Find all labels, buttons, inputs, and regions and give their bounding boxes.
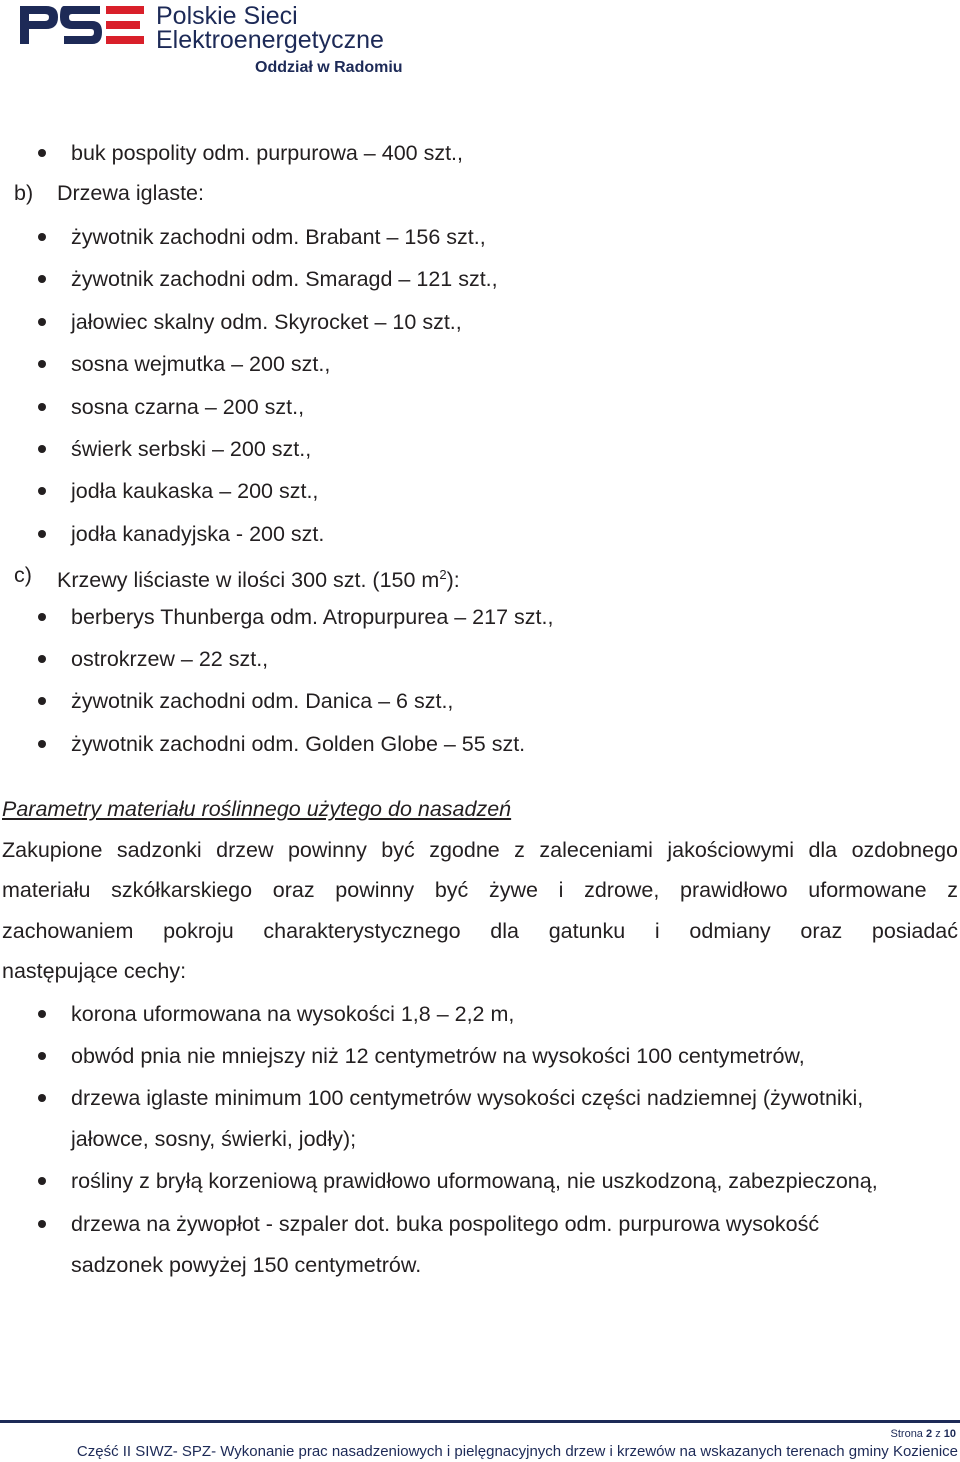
company-name-line1: Polskie Sieci <box>156 2 298 30</box>
list-item: sosna czarna – 200 szt., <box>71 395 305 419</box>
superscript: 2 <box>439 567 447 582</box>
section-c-title-text: Krzewy liściaste w ilości 300 szt. (150 m <box>57 568 440 593</box>
list-item: żywotnik zachodni odm. Danica – 6 szt., <box>71 689 454 713</box>
list-item: świerk serbski – 200 szt., <box>71 437 312 461</box>
bullet-icon <box>38 318 46 326</box>
list-item: żywotnik zachodni odm. Smaragd – 121 szt., <box>71 267 498 291</box>
bullet-icon <box>38 1094 46 1102</box>
bullet-icon <box>38 1220 46 1228</box>
page-current: 2 <box>926 1428 933 1440</box>
paragraph-line: następujące cechy: <box>2 959 187 983</box>
paragraph-line: materiału szkółkarskiego oraz powinny być żywe i zdrowe, prawidłowo uformowane z <box>2 878 958 902</box>
bullet-icon <box>38 403 46 411</box>
bullet-icon <box>38 1010 46 1018</box>
list-item: buk pospolity odm. purpurowa – 400 szt., <box>71 141 463 165</box>
bullet-icon <box>38 275 46 283</box>
bullet-icon <box>38 697 46 705</box>
bullet-icon <box>38 1177 46 1185</box>
list-item: drzewa iglaste minimum 100 centymetrów wysokości części nadziemnej (żywotniki, <box>71 1086 864 1110</box>
bullet-icon <box>38 740 46 748</box>
list-item: korona uformowana na wysokości 1,8 – 2,2 m, <box>71 1002 515 1026</box>
list-item: żywotnik zachodni odm. Brabant – 156 szt., <box>71 225 486 249</box>
list-item: jodła kanadyjska - 200 szt. <box>71 522 325 546</box>
bullet-icon <box>38 149 46 157</box>
list-item: żywotnik zachodni odm. Golden Globe – 55 szt. <box>71 732 526 756</box>
bullet-icon <box>38 530 46 538</box>
list-item-continuation: jałowce, sosny, świerki, jodły); <box>71 1127 357 1151</box>
paragraph-line: zachowaniem pokroju charakterystycznego dla gatunku i odmiany oraz posiadać <box>2 919 958 943</box>
company-name-line2: Elektroenergetyczne <box>156 26 384 54</box>
list-item: ostrokrzew – 22 szt., <box>71 647 269 671</box>
page-prefix: Strona <box>890 1428 923 1440</box>
bullet-icon <box>38 360 46 368</box>
section-c-title <box>57 562 460 593</box>
list-item: berberys Thunberga odm. Atropurpurea – 217 szt., <box>71 605 554 629</box>
bullet-icon <box>38 233 46 241</box>
company-name <box>156 4 384 52</box>
section-heading: Parametry materiału roślinnego użytego do nasadzeń <box>2 797 512 821</box>
list-item: obwód pnia nie mniejszy niż 12 centymetrów na wysokości 100 centymetrów, <box>71 1044 805 1068</box>
paragraph-line: Zakupione sadzonki drzew powinny być zgodne z zaleceniami jakościowymi dla ozdobnego <box>2 838 958 862</box>
page-number <box>891 1428 956 1440</box>
pse-logo-mark <box>18 2 148 52</box>
list-item: jodła kaukaska – 200 szt., <box>71 479 319 503</box>
section-b-title: Drzewa iglaste: <box>57 181 204 205</box>
section-c-title-suffix: ): <box>446 568 460 593</box>
bullet-icon <box>38 1052 46 1060</box>
bullet-icon <box>38 655 46 663</box>
bullet-icon <box>38 445 46 453</box>
branch-name: Oddział w Radomiu <box>255 59 403 76</box>
list-item: drzewa na żywopłot - szpaler dot. buka pospolitego odm. purpurowa wysokość <box>71 1212 820 1236</box>
bullet-icon <box>38 613 46 621</box>
bullet-icon <box>38 487 46 495</box>
company-logo <box>18 2 418 78</box>
page-sep: z <box>935 1428 941 1440</box>
section-b-label: b) <box>14 181 34 205</box>
footer-divider <box>0 1420 960 1423</box>
list-item: jałowiec skalny odm. Skyrocket – 10 szt., <box>71 310 462 334</box>
page-total: 10 <box>943 1428 956 1440</box>
footer-text: Część II SIWZ- SPZ- Wykonanie prac nasadzeniowych i pielęgnacyjnych drzew i krzewów na wskazanych terenach gminy Kozienice <box>76 1443 958 1460</box>
list-item: sosna wejmutka – 200 szt., <box>71 352 331 376</box>
list-item-continuation: sadzonek powyżej 150 centymetrów. <box>71 1253 422 1277</box>
list-item: rośliny z bryłą korzeniową prawidłowo uformowaną, nie uszkodzoną, zabezpieczoną, <box>71 1169 878 1193</box>
section-c-label: c) <box>14 563 32 587</box>
